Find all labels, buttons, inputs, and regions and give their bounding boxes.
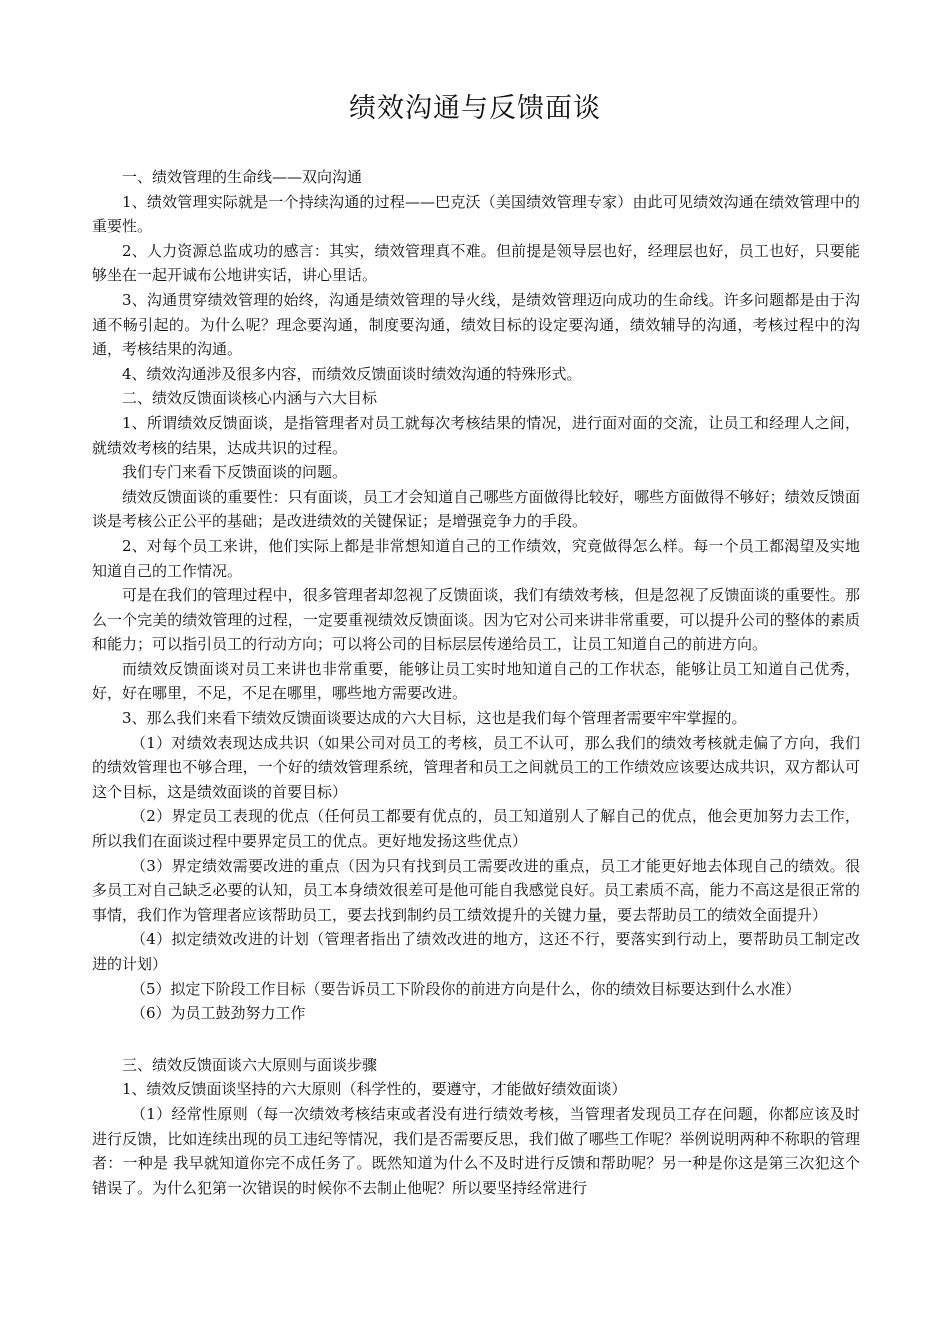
section-heading-2: 二、绩效反馈面谈核心内涵与六大目标 xyxy=(122,389,378,408)
document-body xyxy=(92,165,860,1200)
paragraph: 而绩效反馈面谈对员工来讲也非常重要，能够让员工实时地知道自己的工作状态，能够让员工知道自己优秀，好，好在哪里，不足，不足在哪里，哪些地方需要改进。 xyxy=(92,659,860,703)
goal-item-1: （1）对绩效表现达成共识（如果公司对员工的考核，员工不认可，那么我们的绩效考核就走偏了方向，我们的绩效管理也不够合理，一个好的绩效管理系统，管理者和员工之间就员工的工作绩效应该要达成共识，双方都认可这个目标，这是绩效面谈的首要目标） xyxy=(92,733,860,801)
paragraph: 2、对每个员工来讲，他们实际上都是非常想知道自己的工作绩效，究竟做得怎么样。每一个员工都渴望及实地知道自己的工作情况。 xyxy=(92,536,860,580)
blank-line xyxy=(92,1026,860,1053)
paragraph: 可是在我们的管理过程中，很多管理者却忽视了反馈面谈，我们有绩效考核，但是忽视了反馈面谈的重要性。那么一个完美的绩效管理的过程，一定要重视绩效反馈面谈。因为它对公司来讲非常重要，可以提升公司的整体的素质和能力；可以指引员工的行动方向；可以将公司的目标层层传递给员工，让员工知道自己的前进方向。 xyxy=(92,586,860,654)
paragraph: 1、绩效反馈面谈坚持的六大原则（科学性的，要遵守，才能做好绩效面谈） xyxy=(122,1080,627,1099)
goal-item-5: （5）拟定下阶段工作目标（要告诉员工下阶段你的前进方向是什么，你的绩效目标要达到什么水准） xyxy=(131,979,801,998)
paragraph: 4、绩效沟通涉及很多内容，而绩效反馈面谈时绩效沟通的特殊形式。 xyxy=(122,364,582,383)
goal-item-3: （3）界定绩效需要改进的重点（因为只有找到员工需要改进的重点，员工才能更好地去体现自己的绩效。很多员工对自己缺乏必要的认知，员工本身绩效很差可是他可能自我感觉良好。员工素质不高，能力不高这是很正常的事情，我们作为管理者应该帮助员工，要去找到制约员工绩效提升的关键力量，要去帮助员工的绩效全面提升） xyxy=(92,856,860,924)
paragraph: 1、所谓绩效反馈面谈，是指管理者对员工就每次考核结果的情况，进行面对面的交流，让员工和经理人之间，就绩效考核的结果，达成共识的过程。 xyxy=(92,413,860,457)
goal-item-6: （6）为员工鼓劲努力工作 xyxy=(131,1004,306,1023)
paragraph: 2、人力资源总监成功的感言：其实，绩效管理真不难。但前提是领导层也好，经理层也好，员工也好，只要能够坐在一起开诚布公地讲实话，讲心里话。 xyxy=(92,241,860,285)
section-heading-1: 一、绩效管理的生命线——双向沟通 xyxy=(122,168,363,186)
goal-item-2: （2）界定员工表现的优点（任何员工都要有优点的，员工知道别人了解自己的优点，他会更加努力去工作，所以我们在面谈过程中要界定员工的优点。更好地发扬这些优点） xyxy=(92,807,860,851)
paragraph: 3、沟通贯穿绩效管理的始终，沟通是绩效管理的导火线，是绩效管理迈向成功的生命线。许多问题都是由于沟通不畅引起的。为什么呢？理念要沟通，制度要沟通，绩效目标的设定要沟通，绩效辅导的沟通，考核过程中的沟通，考核结果的沟通。 xyxy=(92,290,860,359)
paragraph: 绩效反馈面谈的重要性：只有面谈，员工才会知道自己哪些方面做得比较好，哪些方面做得不够好；绩效反馈面谈是考核公正公平的基础；是改进绩效的关键保证；是增强竞争力的手段。 xyxy=(92,487,860,531)
paragraph: 1、绩效管理实际就是一个持续沟通的过程——巴克沃（美国绩效管理专家）由此可见绩效沟通在绩效管理中的重要性。 xyxy=(92,192,860,236)
document-title: 绩效沟通与反馈面谈 xyxy=(349,93,601,124)
paragraph: 3、那么我们来看下绩效反馈面谈要达成的六大目标，这也是我们每个管理者需要牢牢掌握的。 xyxy=(122,709,747,728)
paragraph: 我们专门来看下反馈面谈的问题。 xyxy=(122,463,348,482)
goal-item-4: （4）拟定绩效改进的计划（管理者指出了绩效改进的地方，这还不行，要落实到行动上，要帮助员工制定改进的计划） xyxy=(92,930,860,973)
section-heading-3: 三、绩效反馈面谈六大原则与面谈步骤 xyxy=(122,1055,378,1074)
principle-item-1: （1）经常性原则（每一次绩效考核结束或者没有进行绩效考核，当管理者发现员工存在问题，你都应该及时进行反馈，比如连续出现的员工违纪等情况，我们是否需要反思，我们做了哪些工作呢？举例说明两种不称职的管理者：一种是 我早就知道你完不成任务了。既然知道为什么不及时进行反馈和帮助呢？另一种是你这是第三次犯这个错误了。为什么犯第一次错误的时候你不去制止他呢？所以要坚持经常进行 xyxy=(92,1104,860,1197)
